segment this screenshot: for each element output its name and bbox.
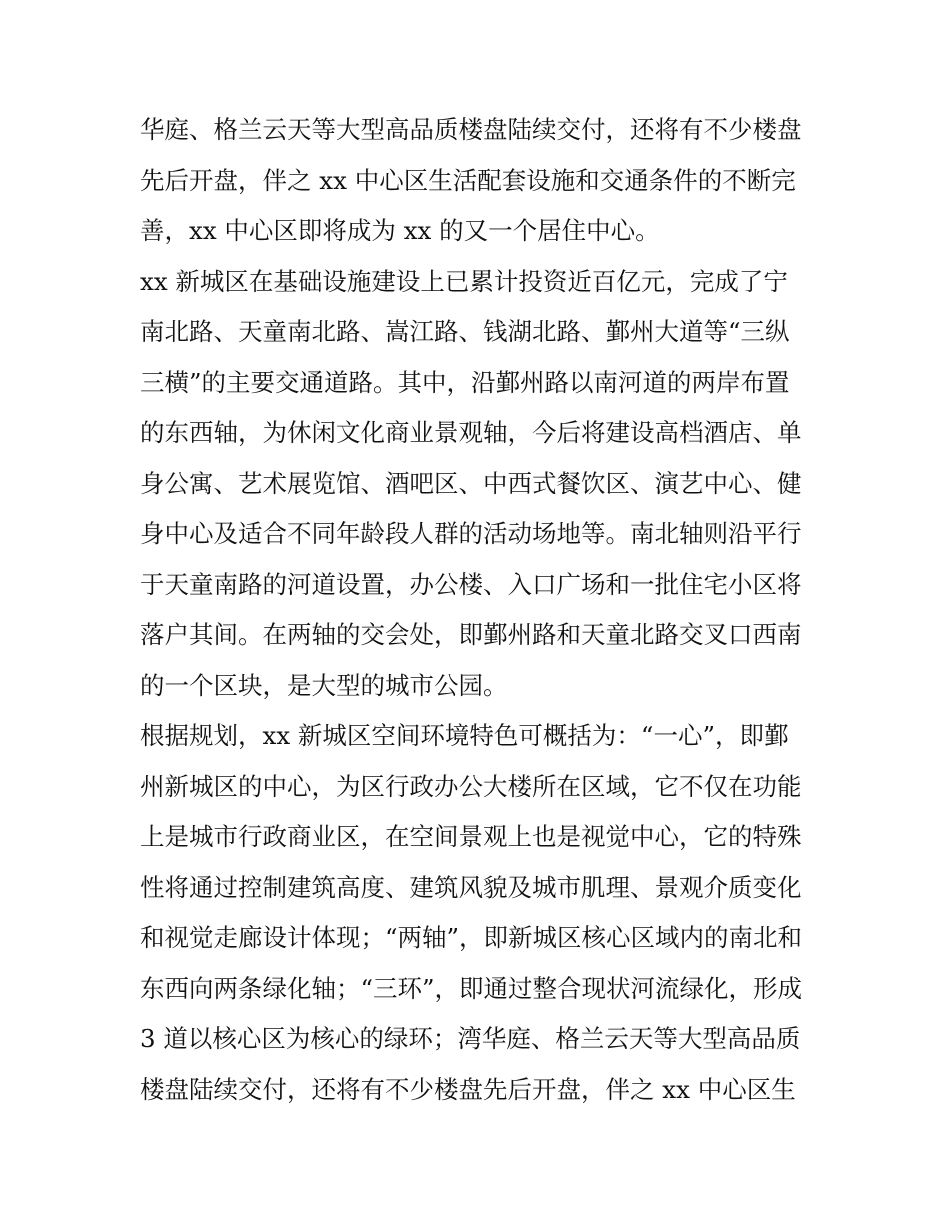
text-line: 身公寓、艺术展览馆、酒吧区、中西式餐饮区、演艺中心、健 xyxy=(140,468,802,498)
text-line: 楼盘陆续交付，还将有不少楼盘先后开盘，伴之 xx 中心区生 xyxy=(140,1074,796,1104)
text-line: 州新城区的中心，为区行政办公大楼所在区域，它不仅在功能 xyxy=(140,771,802,801)
text-line: 和视觉走廊设计体现；“两轴”，即新城区核心区域内的南北和 xyxy=(140,923,803,952)
text-line: 的一个区块，是大型的城市公园。 xyxy=(140,670,508,700)
text-line: 身中心及适合不同年龄段人群的活动场地等。南北轴则沿平行 xyxy=(140,519,802,548)
text-line: xx 新城区在基础设施建设上已累计投资近百亿元，完成了宁 xyxy=(140,266,788,296)
paragraph-2 xyxy=(140,257,830,712)
paragraph-1 xyxy=(140,105,830,257)
text-line: 性将通过控制建筑高度、建筑风貌及城市肌理、景观介质变化 xyxy=(140,872,802,902)
text-line: 3 道以核心区为核心的绿环；湾华庭、格兰云天等大型高品质 xyxy=(140,1024,801,1053)
text-line: 落户其间。在两轴的交会处，即鄞州路和天童北路交叉口西南 xyxy=(140,620,802,649)
text-line: 的东西轴，为休闲文化商业景观轴，今后将建设高档酒店、单 xyxy=(140,418,802,447)
text-line: 于天童南路的河道设置，办公楼、入口广场和一批住宅小区将 xyxy=(140,569,802,599)
text-line: 华庭、格兰云天等大型高品质楼盘陆续交付，还将有不少楼盘 xyxy=(140,115,802,144)
text-line: 上是城市行政商业区，在空间景观上也是视觉中心，它的特殊 xyxy=(140,822,802,851)
text-line: 善，xx 中心区即将成为 xx 的又一个居住中心。 xyxy=(140,216,660,245)
document-body xyxy=(140,105,830,1115)
text-line: 三横”的主要交通道路。其中，沿鄞州路以南河道的两岸布置 xyxy=(140,367,790,397)
text-line: 先后开盘，伴之 xx 中心区生活配套设施和交通条件的不断完 xyxy=(140,165,796,195)
text-line: 南北路、天童南北路、嵩江路、钱湖北路、鄞州大道等“三纵 xyxy=(140,317,790,346)
paragraph-3 xyxy=(140,711,830,1115)
text-line: 东西向两条绿化轴；“三环”，即通过整合现状河流绿化，形成 xyxy=(140,973,803,1003)
text-line: 根据规划，xx 新城区空间环境特色可概括为：“一心”，即鄞 xyxy=(140,721,789,750)
